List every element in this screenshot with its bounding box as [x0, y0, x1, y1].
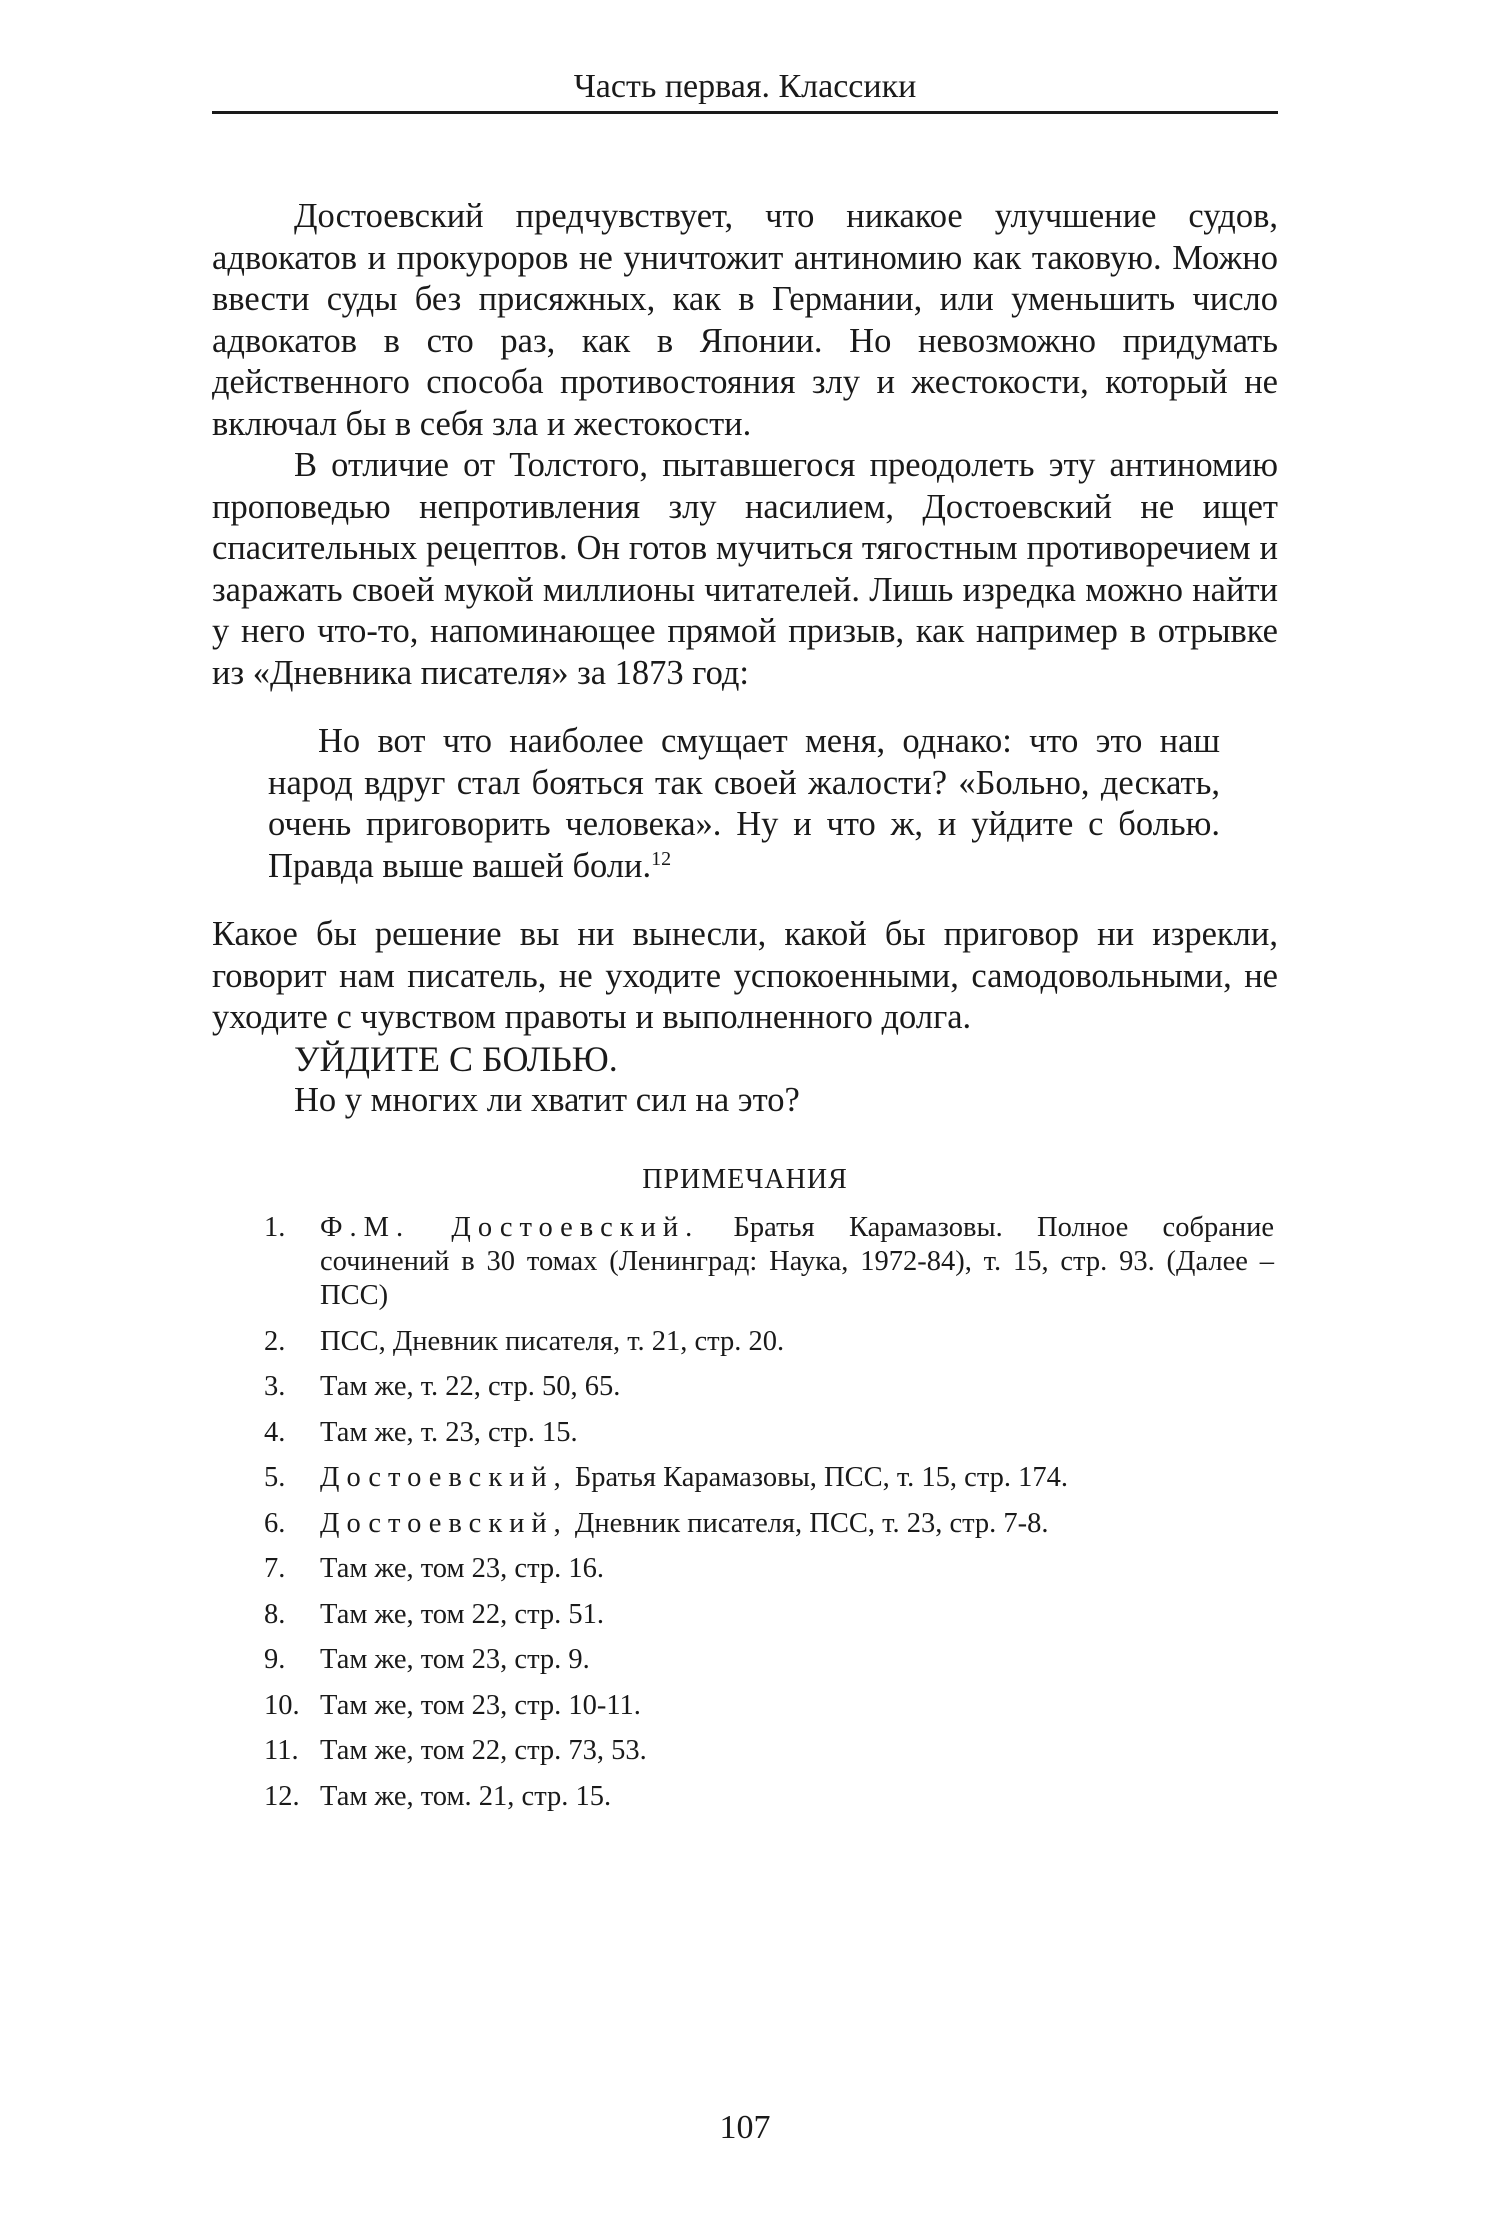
- note-text: ПСС, Дневник писателя, т. 21, стр. 20.: [320, 1325, 785, 1357]
- note-number: 1.: [264, 1212, 286, 1243]
- note-text: Там же, т. 22, стр. 50, 65.: [320, 1371, 621, 1402]
- note-text: Там же, т. 23, стр. 15.: [320, 1416, 578, 1448]
- note-number: 7.: [264, 1553, 286, 1584]
- main-text: [212, 196, 1278, 1122]
- note-item: [264, 1211, 1274, 1313]
- footnote-ref: 12: [651, 847, 672, 870]
- paragraph-1: Достоевский предчувствует, что никакое улучшение судов, адвокатов и прокуроров не уничтожит антиномию как таковую. Можно ввести суды без присяжных, как в Германии, или уменьшить число адвокатов в сто раз, как в Японии. Но невозможно придумать действенного способа противостояния злу и жестокости, который не включал бы в себя зла и жестокости.: [212, 197, 1278, 443]
- note-author: Достоевский,: [320, 1507, 568, 1539]
- paragraph-2: В отличие от Толстого, пытавшегося преодолеть эту антиномию проповедью непротивления злу насилием, Достоевский не ищет спасительных рецептов. Он готов мучиться тягостным противоречием и заражать своей мукой миллионы читателей. Лишь изредка можно найти у него что-то, напоминающее прямой призыв, как например в отрывке из «Дневника писателя» за 1873 год:: [212, 446, 1278, 692]
- note-item: [264, 1734, 1274, 1768]
- note-number: 11.: [264, 1735, 299, 1766]
- emphasis-line: УЙДИТЕ С БОЛЬЮ.: [294, 1038, 618, 1079]
- note-number: 6.: [264, 1507, 286, 1539]
- note-number: 5.: [264, 1462, 286, 1493]
- note-text: Там же, том 23, стр. 9.: [320, 1644, 590, 1675]
- page-number: 107: [719, 2109, 771, 2146]
- note-author: Достоевский,: [320, 1462, 568, 1493]
- note-author: Ф.М. Достоевский.: [320, 1212, 700, 1243]
- quote-text: Но вот что наиболее смущает меня, однако: что это наш народ вдруг стал бояться так своей жалости? «Больно, дескать, очень приговорить человека». Ну и что ж, и уйдите с болью. Правда выше вашей боли.: [268, 722, 1220, 885]
- note-text: Братья Карамазовы, ПСС, т. 15, стр. 174.: [567, 1462, 1068, 1493]
- note-number: 4.: [264, 1416, 286, 1448]
- note-item: [264, 1370, 1274, 1404]
- note-item: [264, 1416, 1274, 1450]
- note-item: [264, 1552, 1274, 1586]
- note-number: 2.: [264, 1325, 286, 1357]
- book-page: [212, 0, 1278, 2228]
- closing-question: Но у многих ли хватит сил на это?: [294, 1081, 800, 1119]
- note-number: 9.: [264, 1644, 286, 1675]
- note-number: 8.: [264, 1598, 286, 1630]
- note-item: [264, 1643, 1274, 1677]
- paragraph-3: Какое бы решение вы ни вынесли, какой бы приговор ни изрекли, говорит нам писатель, не уходите успокоенными, самодовольными, не уходите с чувством правоты и выполненного долга.: [212, 915, 1278, 1036]
- notes-list: [264, 1211, 1274, 1825]
- note-item: [264, 1598, 1274, 1632]
- note-item: [264, 1507, 1274, 1541]
- note-item: [264, 1461, 1274, 1495]
- notes-heading: ПРИМЕЧАНИЯ: [642, 1164, 848, 1195]
- header-rule: [212, 111, 1278, 114]
- note-text: Дневник писателя, ПСС, т. 23, стр. 7-8.: [567, 1507, 1049, 1539]
- note-text: Там же, том 23, стр. 16.: [320, 1553, 604, 1584]
- note-text: Там же, том. 21, стр. 15.: [320, 1780, 612, 1812]
- note-item: [264, 1780, 1274, 1814]
- note-number: 10.: [264, 1689, 300, 1721]
- note-text: Там же, том 22, стр. 51.: [320, 1598, 604, 1630]
- running-head: Часть первая. Классики: [573, 68, 917, 105]
- block-quote: [268, 721, 1220, 887]
- note-item: [264, 1325, 1274, 1359]
- note-number: 12.: [264, 1780, 300, 1812]
- note-text: Братья Карамазовы. Полное собрание сочинений в 30 томах (Ленинград: Наука, 1972-84), т. 15, стр. 93. (Далее – ПСС): [320, 1212, 1274, 1311]
- note-text: Там же, том 23, стр. 10-11.: [320, 1689, 641, 1721]
- note-number: 3.: [264, 1371, 286, 1402]
- note-item: [264, 1689, 1274, 1723]
- note-text: Там же, том 22, стр. 73, 53.: [320, 1735, 647, 1766]
